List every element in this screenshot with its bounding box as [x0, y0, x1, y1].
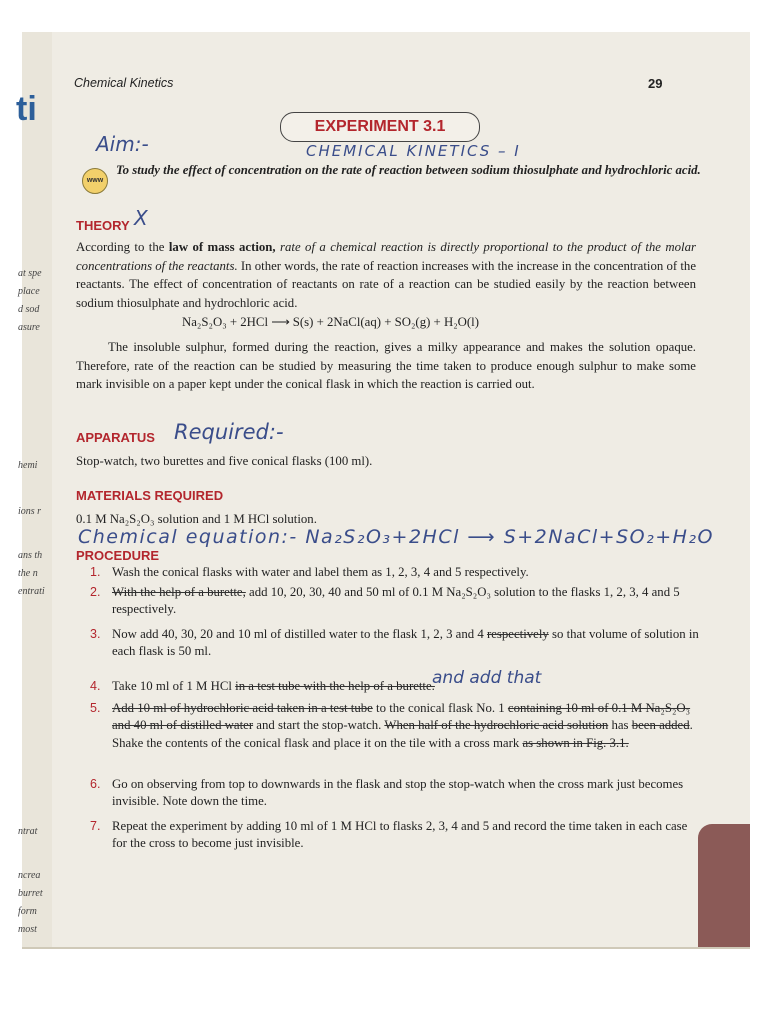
step-text: [112, 678, 700, 695]
handwritten-and-add-that: and add that: [432, 668, 542, 688]
theory-paragraph-2: The insoluble sulphur, formed during the reaction, gives a milky appearance and makes the solution opaque. Therefore, rate of the reaction can be studied by measuring the time taken to produce enough sulphur to make some mark invisible on a paper kept under the conical flask in which the reaction is carried out.: [76, 340, 696, 392]
materials-text: 0.1 M Na₂S₂O₃ solution and 1 M HCl solution.: [76, 512, 317, 526]
procedure-step: [90, 776, 700, 811]
step-text-part: and start the stop-watch.: [253, 718, 385, 733]
struck-text: containing 10 ml of 0.1 M Na₂S₂O₃ and 40 ml of distilled water: [112, 701, 691, 733]
experiment-title: EXPERIMENT 3.1: [280, 112, 480, 142]
left-fragment: place: [18, 286, 40, 297]
left-page-big-text: ti: [16, 90, 37, 128]
procedure-step: [90, 626, 700, 661]
left-page-edge: [16, 32, 52, 947]
step-text: Wash the conical flasks with water and label them as 1, 2, 3, 4 and 5 respectively.: [112, 565, 529, 579]
procedure-step: [90, 564, 700, 581]
materials-heading: MATERIALS REQUIRED: [76, 488, 224, 503]
struck-text: been added: [631, 718, 690, 733]
struck-text: When half of the hydrochloric acid solution: [384, 718, 609, 733]
step-text: [112, 700, 700, 752]
step-number: 7.: [90, 819, 101, 833]
struck-text: in a test tube with the help of a burette.: [235, 679, 435, 693]
theory-paragraph-1: [76, 238, 696, 312]
step-text-part: so that volume of solution in each flask is 50 ml.: [112, 627, 699, 659]
apparatus-heading: APPARATUS: [76, 430, 155, 445]
step-text: [112, 584, 700, 619]
handwritten-required: Required:-: [174, 420, 284, 444]
left-fragment: entrati: [18, 586, 45, 597]
apparatus-text: Stop-watch, two burettes and five conical flasks (100 ml).: [76, 454, 373, 468]
step-text-part: add 10, 20, 30, 40 and 50 ml of 0.1 M Na₂S₂O₃ solution to the flasks 1, 2, 3, 4 and 5 respectively.: [112, 585, 680, 617]
step-text-part: Now add 40, 30, 20 and 10 ml of distilled water to the flask 1, 2, 3 and 4: [112, 627, 487, 641]
photographed-book: [16, 32, 750, 947]
step-text-part: has: [608, 718, 632, 733]
step-text: Repeat the experiment by adding 10 ml of 1 M HCl to flasks 2, 3, 4 and 5 and record the time taken in each case for the cross to become just invisible.: [112, 819, 688, 851]
handwritten-kinetics: CHEMICAL KINETICS – I: [306, 142, 521, 160]
left-fragment: at spe: [18, 268, 42, 279]
theory-bold-term: law of mass action,: [168, 240, 276, 254]
step-number: 2.: [90, 585, 101, 599]
step-number: 3.: [90, 627, 101, 641]
left-fragment: ans th: [18, 550, 43, 561]
procedure-step: [90, 700, 700, 752]
page-number: 29: [648, 76, 663, 91]
reaction-equation: Na₂S₂O₃ + 2HCl ⟶ S(s) + 2NaCl(aq) + SO₂(g) + H₂O(l): [182, 315, 479, 329]
handwritten-chemical-equation: Chemical equation:- Na₂S₂O₃+2HCl ⟶ S+2NaCl+SO₂+H₂O: [78, 526, 715, 548]
book-page: [52, 32, 750, 947]
left-fragment: form: [18, 906, 37, 917]
www-icon: www: [82, 168, 108, 194]
left-fragment: hemi: [18, 460, 38, 471]
left-fragment: asure: [18, 322, 40, 333]
theory-heading: THEORY: [76, 218, 130, 233]
struck-text: respectively: [486, 627, 549, 641]
procedure-step: [90, 678, 700, 695]
step-text-part: . Shake the contents of the conical flask and place it on the tile with a cross mark: [112, 718, 693, 750]
chapter-header: Chemical Kinetics: [74, 76, 174, 90]
theory-text: According to the: [76, 240, 169, 254]
left-fragment: the n: [18, 568, 38, 579]
struck-text: With the help of a burette,: [112, 585, 246, 599]
step-number: 1.: [90, 565, 101, 579]
left-fragment: burret: [18, 888, 43, 899]
step-text-part: to the conical flask No. 1: [372, 701, 508, 715]
step-text: [112, 626, 700, 661]
handwritten-cross-mark: X: [134, 206, 148, 230]
theory-text: In other words, the rate of reaction increases with the increase in the concentration of the reactants. The effect of concentration of reactants on rate of a reaction can be studied easily by the reaction between sodium thiosulphate and hydrochloric acid.: [76, 258, 696, 310]
left-fragment: ntrat: [18, 826, 38, 837]
left-fragment: ncrea: [18, 870, 41, 881]
step-number: 5.: [90, 701, 101, 715]
left-fragment: most: [18, 924, 37, 935]
left-fragment: ions r: [18, 506, 42, 517]
aim-text: To study the effect of concentration on the rate of reaction between sodium thiosulphate and hydrochloric acid.: [116, 163, 701, 177]
procedure-step: [90, 584, 700, 619]
theory-italic-definition: rate of a chemical reaction is directly proportional to the product of the molar concentrations of the reactants.: [76, 240, 696, 273]
procedure-step: [90, 818, 700, 853]
step-text-part: Take 10 ml of 1 M HCl: [112, 679, 236, 693]
handwritten-aim: Aim:-: [96, 132, 149, 156]
page-edge-tab: [698, 824, 750, 947]
struck-text: as shown in Fig. 3.1.: [522, 735, 629, 750]
page-shadow: [22, 947, 750, 949]
left-fragment: d sod: [18, 304, 40, 315]
procedure-heading: PROCEDURE: [76, 548, 160, 563]
struck-text: Add 10 ml of hydrochloric acid taken in a test tube: [112, 701, 373, 715]
step-text: Go on observing from top to downwards in the flask and stop the stop-watch when the cross mark just becomes invisible. Note down the time.: [112, 777, 684, 809]
step-number: 6.: [90, 777, 101, 791]
step-number: 4.: [90, 679, 101, 693]
